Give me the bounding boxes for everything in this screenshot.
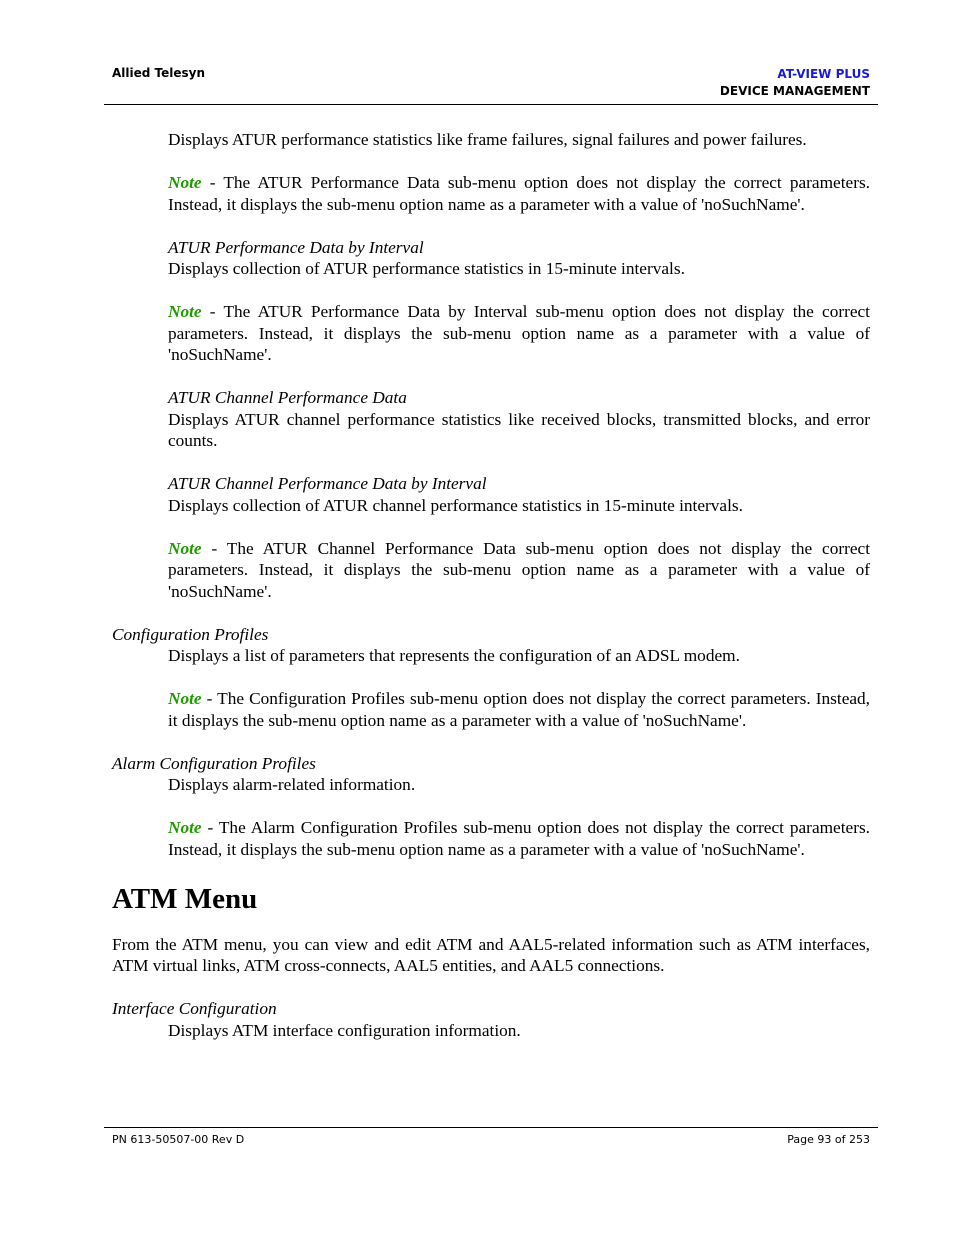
section-atur-channel-perf-interval: [168, 473, 870, 516]
footer-page-number: Page 93 of 253: [787, 1133, 870, 1146]
section-body: Displays ATUR channel performance statistics like received blocks, transmitted blocks, and error counts.: [168, 409, 870, 450]
atm-intro-paragraph: From the ATM menu, you can view and edit ATM and AAL5-related information such as ATM interfaces, ATM virtual links, ATM cross-connects, AAL5 entities, and AAL5 connections.: [112, 934, 870, 975]
header-product: AT-VIEW PLUS: [777, 67, 870, 81]
note-1: [168, 172, 870, 215]
section-atur-channel-perf: [168, 387, 870, 452]
section-atur-perf-interval: [168, 237, 870, 280]
header-company: Allied Telesyn: [112, 66, 206, 80]
note-5: [168, 817, 870, 860]
section-body: Displays ATM interface configuration information.: [168, 1020, 521, 1040]
section-interface-configuration: [112, 998, 870, 1041]
note-label: Note: [168, 818, 202, 837]
note-5-text: - The Alarm Configuration Profiles sub-menu option does not display the correct parameters. Instead, it displays the sub-menu option name as a parameter with a value of 'noSuchName'.: [168, 818, 870, 859]
note-label: Note: [168, 538, 202, 558]
header-section: DEVICE MANAGEMENT: [719, 84, 870, 98]
section-heading: ATUR Performance Data by Interval: [168, 237, 424, 257]
note-4: [168, 688, 870, 731]
note-4-text: - The Configuration Profiles sub-menu option does not display the correct parameters. Instead, it displays the sub-menu option name as a parameter with a value of 'noSuchName'.: [168, 689, 870, 730]
header-rule: [104, 104, 878, 105]
note-label: Note: [168, 302, 202, 321]
section-heading: Alarm Configuration Profiles: [112, 753, 316, 773]
section-heading: Interface Configuration: [112, 999, 277, 1018]
header-right: [720, 66, 870, 100]
section-alarm-configuration-profiles: [112, 753, 870, 796]
note-3: [168, 538, 870, 603]
section-heading: ATUR Channel Performance Data by Interval: [168, 474, 487, 493]
section-heading: Configuration Profiles: [112, 624, 269, 644]
footer-rule: [104, 1127, 878, 1128]
section-configuration-profiles: [112, 624, 870, 667]
section-body: Displays collection of ATUR performance statistics in 15-minute intervals.: [168, 259, 685, 278]
note-2: [168, 301, 870, 366]
note-label: Note: [168, 689, 202, 708]
section-heading: ATUR Channel Performance Data: [168, 388, 407, 407]
intro-paragraph: Displays ATUR performance statistics like frame failures, signal failures and power failures.: [168, 130, 807, 149]
section-body: Displays alarm-related information.: [168, 775, 416, 794]
note-2-text: - The ATUR Performance Data by Interval sub-menu option does not display the correct parameters. Instead, it displays the sub-menu option name as a parameter with a value of 'noSuchName'.: [168, 302, 870, 364]
footer-part-number: PN 613-50507-00 Rev D: [112, 1133, 245, 1146]
section-body: Displays collection of ATUR channel performance statistics in 15-minute intervals.: [168, 495, 743, 515]
note-3-text: - The ATUR Channel Performance Data sub-menu option does not display the correct parameters. Instead, it displays the sub-menu option name as a parameter with a value of 'noSuchName'.: [168, 538, 870, 601]
page-content: [112, 129, 870, 1063]
note-1-text: - The ATUR Performance Data sub-menu option does not display the correct parameters. Instead, it displays the sub-menu option name as a parameter with a value of 'noSuchName'.: [168, 173, 870, 214]
section-body: Displays a list of parameters that represents the configuration of an ADSL modem.: [168, 646, 740, 665]
atm-menu-heading: ATM Menu: [112, 882, 258, 915]
note-label: Note: [168, 173, 202, 192]
